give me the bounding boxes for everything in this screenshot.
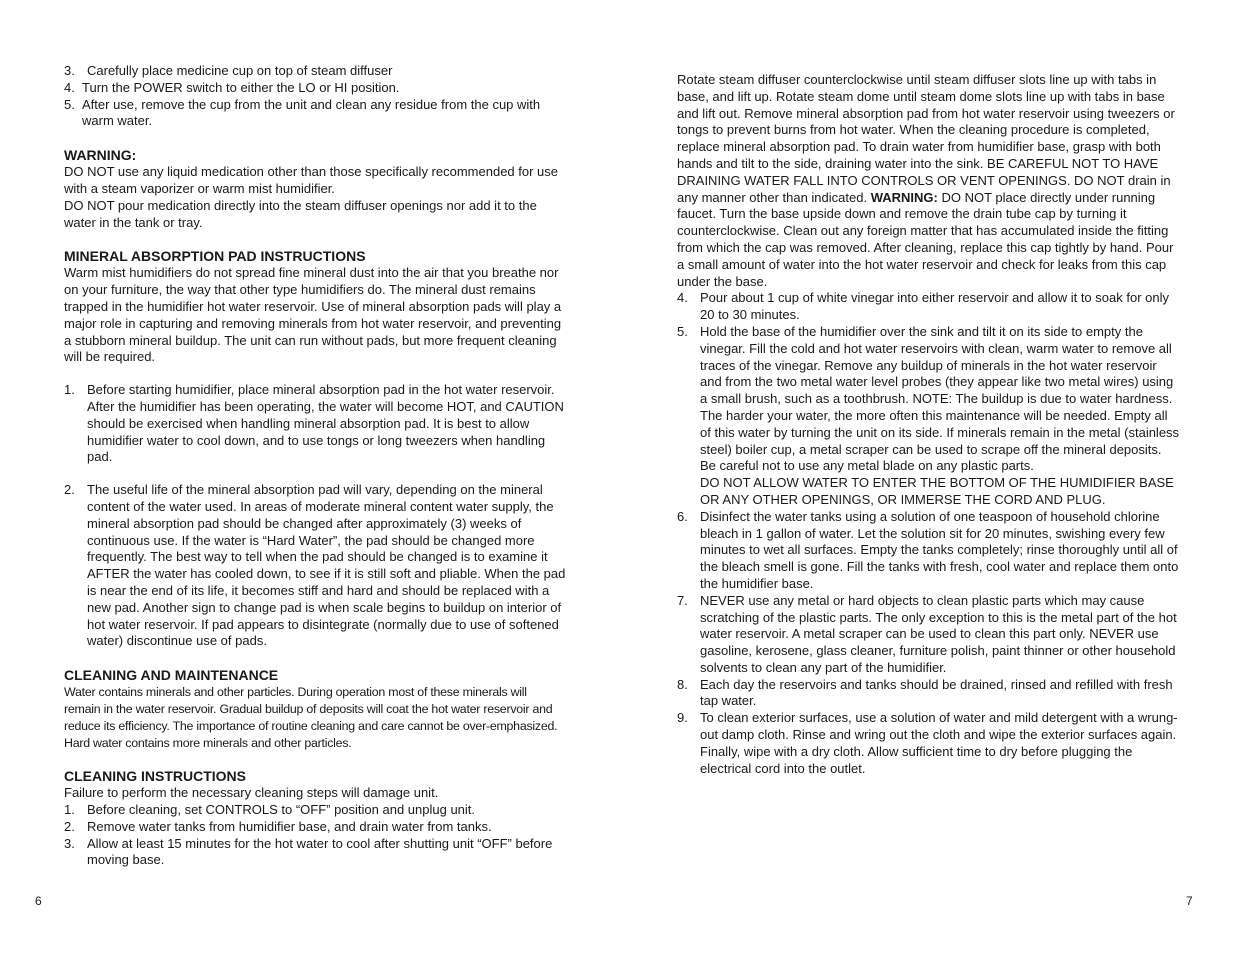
list-item: 2. Remove water tanks from humidifier base, and drain water from tanks. xyxy=(64,818,492,834)
page-number-left: 6 xyxy=(35,894,42,908)
cleaning-maintenance-heading: CLEANING AND MAINTENANCE xyxy=(64,667,279,684)
cleaning-maintenance-body: Water contains minerals and other particles. During operation most of these minerals will remain in the water reservoir. Gradual buildup of deposits will coat the hot water reservoir and reduce its efficiency. The importance of routine cleaning and care cannot be over-emphasized. Hard water contains more minerals and other particles. xyxy=(64,685,558,750)
list-item: 3. Carefully place medicine cup on top of steam diffuser xyxy=(64,63,393,78)
inline-warning-label: WARNING: xyxy=(870,189,938,205)
list-item: 1. Before starting humidifier, place mineral absorption pad in the hot water reservoir. After the humidifier has been operating, the water will become HOT, and CAUTION should be exercised when handling mineral absorption pad. It is best to allow humidifier water to cool down, and to use tongs or long tweezers when handling pad. xyxy=(64,382,564,465)
intro-steps-list xyxy=(64,63,566,130)
page-number-right: 7 xyxy=(1186,894,1193,908)
mineral-pad-body: Warm mist humidifiers do not spread fine mineral dust into the air that you breathe nor on your furniture, the way that other type humidifiers do. The mineral dust remains trapped in the humidifier hot water reservoir. Use of mineral absorption pads will play a major role in capturing and removing minerals from hot water reservoir, and preventing a stubborn mineral buildup. The unit can run without pads, but more frequent cleaning will be required. xyxy=(64,265,562,365)
drain-paragraph: Rotate steam diffuser counterclockwise until steam diffuser slots line up with tabs in base, and lift up. Rotate steam dome until steam dome slots line up with tabs in base and lift out. Remove mineral absorption pad from hot water reservoir using tweezers or tongs to prevent burns from hot water. When the cleaning procedure is completed, replace mineral absorption pad. To drain water from humidifier base, grasp with both hands and tilt to the side, draining water into the sink. BE CAREFUL NOT TO HAVE DRAINING WATER FALL INTO CONTROLS OR VENT OPENINGS. DO NOT drain in any manner other than indicated. WARNING: DO NOT place directly under running faucet. Turn the base upside down and remove the drain tube cap by turning it counterclockwise. Clean out any foreign matter that has accumulated inside the fitting from which the cap was removed. After cleaning, replace this cap tightly by hand. Pour a small amount of water into the hot water reservoir and check for leaks from this cap under the base. xyxy=(677,72,1175,289)
left-page-column xyxy=(64,63,566,869)
list-item: 5. Hold the base of the humidifier over the sink and tilt it on its side to empty the vinegar. Fill the cold and hot water reservoirs with clean, warm water to remove all traces of the vinegar. Remove any buildup of minerals in the hot water reservoir and from the two metal water level probes (they appear like two metal wires) using a small brush, such as a toothbrush. NOTE: The buildup is due to water hardness. The harder your water, the more often this maintenance will be needed. Empty all of this water by turning the unit on its side. If minerals remain in the metal (stainless steel) boiler cup, a metal scraper can be used to scrape off the mineral deposits. Be careful not to use any metal blade on any plastic parts. DO NOT ALLOW WATER TO ENTER THE BOTTOM OF THE HUMIDIFIER BASE OR ANY OTHER OPENINGS, OR IMMERSE THE CORD AND PLUG. xyxy=(677,323,1180,507)
list-item: 3. Allow at least 15 minutes for the hot water to cool after shutting unit “OFF” before moving base. xyxy=(64,835,553,868)
cleaning-instructions-heading: CLEANING INSTRUCTIONS xyxy=(64,768,246,785)
list-item: 4. Turn the POWER switch to either the LO or HI position. xyxy=(64,79,400,95)
list-item: 7. NEVER use any metal or hard objects to clean plastic parts which may cause scratching of the plastic parts. The only exception to this is the metal part of the hot water reservoir. A metal scraper can be used to clean this part only. NEVER use gasoline, kerosene, glass cleaner, furniture polish, paint thinner or other household solvents to clean any part of the humidifier. xyxy=(677,592,1177,675)
mineral-pad-heading: MINERAL ABSORPTION PAD INSTRUCTIONS xyxy=(64,248,366,265)
list-item: 6. Disinfect the water tanks using a solution of one teaspoon of household chlorine bleach in 1 gallon of water. Let the solution sit for 20 minutes, swishing every few minutes to wet all surfaces. Empty the tanks completely; rinse thoroughly until all of the bleach smell is gone. Fill the tanks with fresh, cool water and replace them onto the humidifier base. xyxy=(677,508,1179,591)
cleaning-steps-list xyxy=(677,290,1180,777)
list-item: 2. The useful life of the mineral absorption pad will vary, depending on the mineral content of the water used. In areas of moderate mineral content water supply, the mineral absorption pad should be changed after approximately (3) weeks of continuous use. If the water is “Hard Water”, the pad should be changed more frequently. The best way to tell when the pad should be changed is to examine it AFTER the water has cooled down, to see if it is still soft and pliable. When the pad is near the end of its life, it becomes stiff and hard and should be replaced with a new pad. Another sign to change pad is when scale begins to buildup on interior of hot water reservoir. If pad appears to disintegrate (normally due to use of softened water) discontinue use of pads. xyxy=(64,482,566,649)
warning-text-2: DO NOT pour medication directly into the steam diffuser openings nor add it to the water in the tank or tray. xyxy=(64,197,537,230)
list-item: 8. Each day the reservoirs and tanks should be drained, rinsed and refilled with fresh tap water. xyxy=(677,676,1173,709)
list-item: 4. Pour about 1 cup of white vinegar into either reservoir and allow it to soak for only 20 to 30 minutes. xyxy=(677,290,1169,323)
right-page-column xyxy=(677,72,1180,777)
list-item: 5. After use, remove the cup from the unit and clean any residue from the cup with warm water. xyxy=(64,96,541,129)
caution-caps-text: DO NOT ALLOW WATER TO ENTER THE BOTTOM OF THE HUMIDIFIER BASE OR ANY OTHER OPENINGS, OR IMMERSE THE CORD AND PLUG. xyxy=(700,475,1174,507)
warning-text-1: DO NOT use any liquid medication other than those specifically recommended for use with a steam vaporizer or warm mist humidifier. xyxy=(64,164,559,196)
warning-heading: WARNING: xyxy=(64,147,137,164)
list-item: 9. To clean exterior surfaces, use a solution of water and mild detergent with a wrung-out damp cloth. Rinse and wring out the cloth and wipe the exterior surfaces again. Finally, wipe with a dry cloth. Allow sufficient time to dry before plugging the electrical cord into the outlet. xyxy=(677,710,1178,776)
cleaning-instructions-body: Failure to perform the necessary cleaning steps will damage unit. xyxy=(64,785,439,801)
mineral-pad-list xyxy=(64,382,566,650)
list-item: 1. Before cleaning, set CONTROLS to “OFF” position and unplug unit. xyxy=(64,802,476,818)
cleaning-instructions-list xyxy=(64,802,566,869)
